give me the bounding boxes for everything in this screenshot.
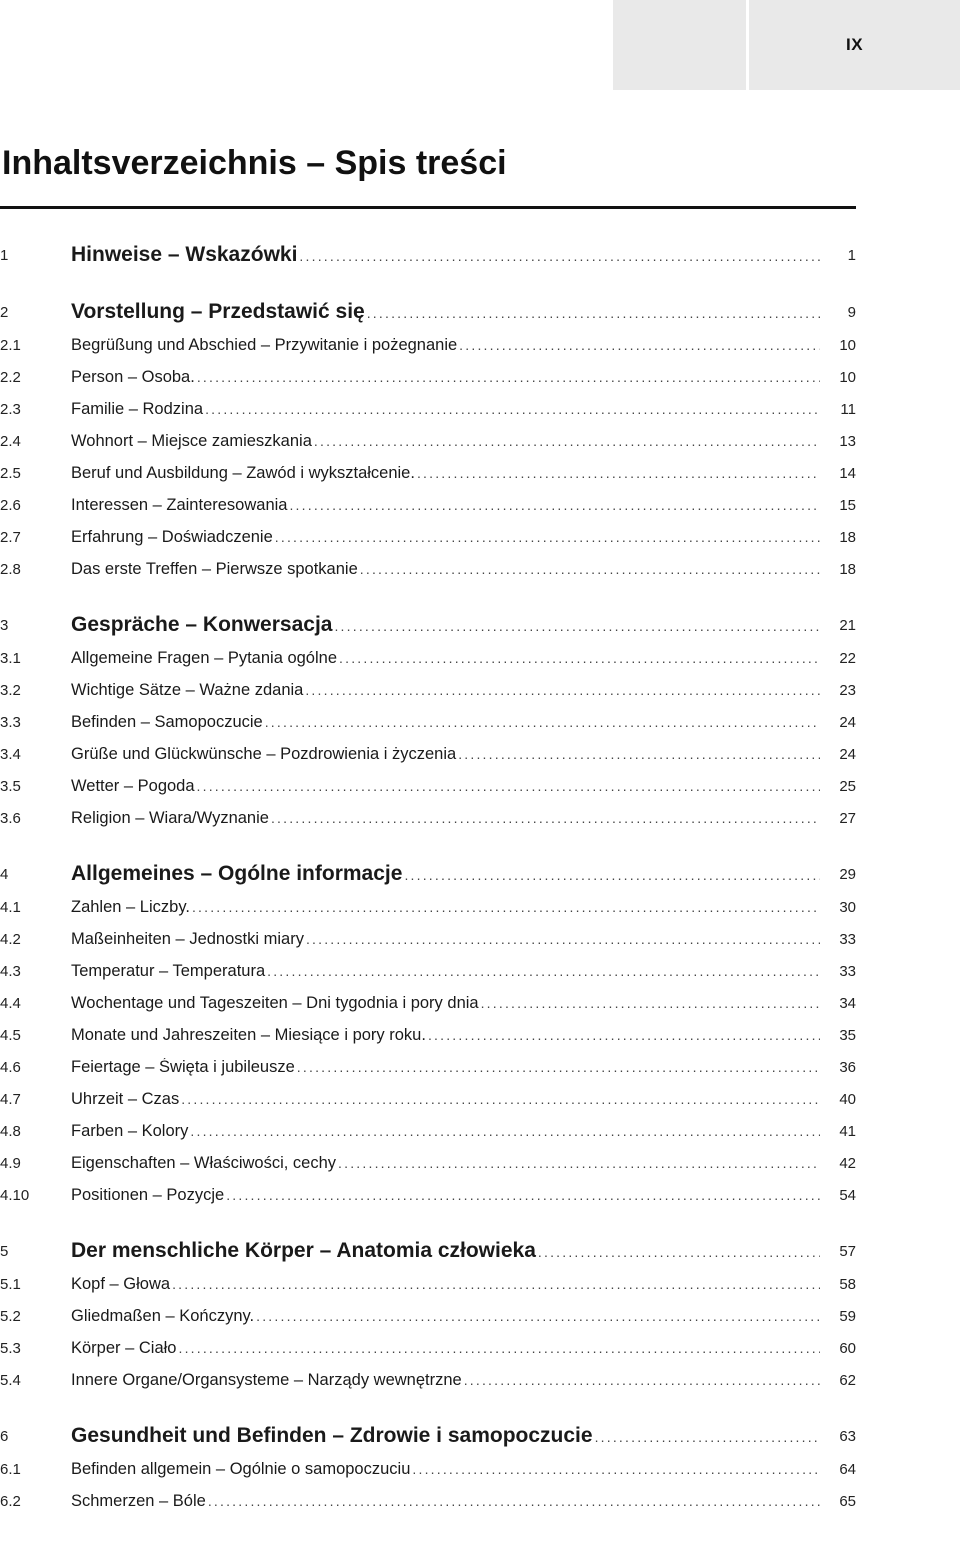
- dot-leader: [360, 561, 820, 577]
- chapter-title: Allgemeines – Ogólne informacje: [71, 862, 403, 885]
- page-reference: 36: [839, 1058, 856, 1076]
- page-reference: 33: [839, 962, 856, 980]
- section-number: 3.6: [0, 809, 21, 827]
- section-title: Zahlen – Liczby.: [71, 897, 190, 916]
- section-title: Gliedmaßen – Kończyny.: [71, 1306, 255, 1325]
- toc-entry-label: [71, 613, 820, 637]
- section-title: Grüße und Glückwünsche – Pozdrowienia i życzenia: [71, 744, 457, 763]
- section-number: 4.9: [0, 1154, 21, 1172]
- page-reference: 14: [839, 464, 856, 482]
- toc-entry-label: [71, 400, 820, 419]
- toc-section-row[interactable]: [0, 955, 860, 987]
- section-title: Monate und Jahreszeiten – Miesiące i pory roku.: [71, 1025, 426, 1044]
- page-reference: 57: [839, 1242, 856, 1260]
- chapter-number: 5: [0, 1242, 9, 1260]
- toc-entry-label: [71, 745, 820, 764]
- chapter-title: Gesundheit und Befinden – Zdrowie i samopoczucie: [71, 1424, 593, 1447]
- section-number: 4.3: [0, 962, 21, 980]
- page-reference: 35: [839, 1026, 856, 1044]
- dot-leader: [271, 810, 820, 826]
- section-title: Befinden – Samopoczucie: [71, 712, 263, 731]
- page-reference: 40: [839, 1090, 856, 1108]
- toc-entry-label: [71, 1460, 820, 1479]
- toc-chapter-group: [0, 608, 860, 834]
- section-title: Uhrzeit – Czas: [71, 1089, 180, 1108]
- section-number: 2.7: [0, 528, 21, 546]
- chapter-title: Der menschliche Körper – Anatomia człowieka: [71, 1239, 536, 1262]
- page-reference: 60: [839, 1339, 856, 1357]
- page-reference: 24: [839, 745, 856, 763]
- section-title: Person – Osoba.: [71, 367, 195, 386]
- section-title: Kopf – Głowa: [71, 1274, 171, 1293]
- page-reference: 62: [839, 1371, 856, 1389]
- toc-section-row[interactable]: [0, 642, 860, 674]
- page-reference: 30: [839, 898, 856, 916]
- section-number: 2.8: [0, 560, 21, 578]
- dot-leader: [464, 1372, 820, 1388]
- chapter-number: 2: [0, 303, 9, 321]
- toc-chapter-row[interactable]: [0, 1234, 860, 1268]
- toc-entry-label: [71, 300, 820, 324]
- toc-section-row[interactable]: [0, 361, 860, 393]
- section-number: 4.6: [0, 1058, 21, 1076]
- section-number: 3.3: [0, 713, 21, 731]
- section-number: 4.7: [0, 1090, 21, 1108]
- page-reference: 22: [839, 649, 856, 667]
- page-reference: 64: [839, 1460, 856, 1478]
- page-reference: 11: [840, 400, 856, 418]
- page-reference: 58: [839, 1275, 856, 1293]
- section-title: Wochentage und Tageszeiten – Dni tygodnia i pory dnia: [71, 993, 479, 1012]
- page-reference: 24: [839, 713, 856, 731]
- toc-entry-label: [71, 560, 820, 579]
- page-reference: 29: [839, 865, 856, 883]
- dot-leader: [256, 1308, 820, 1324]
- page-reference: 41: [839, 1122, 856, 1140]
- section-title: Farben – Kolory: [71, 1121, 189, 1140]
- toc-entry-label: [71, 1339, 820, 1358]
- page-reference: 15: [839, 496, 856, 514]
- section-number: 2.3: [0, 400, 21, 418]
- section-title: Maßeinheiten – Jednostki miary: [71, 929, 304, 948]
- dot-leader: [192, 899, 820, 915]
- toc-entry-label: [71, 1090, 820, 1109]
- section-title: Wichtige Sätze – Ważne zdania: [71, 680, 304, 699]
- chapter-number: 3: [0, 616, 9, 634]
- chapter-number: 6: [0, 1427, 9, 1445]
- dot-leader: [208, 1493, 820, 1509]
- toc-entry-label: [71, 898, 820, 917]
- toc-section-row[interactable]: [0, 706, 860, 738]
- dot-leader: [459, 337, 820, 353]
- toc-chapter-group: [0, 1419, 860, 1517]
- header-tab-page: [749, 0, 960, 90]
- page-reference: 10: [839, 336, 856, 354]
- toc-section-row[interactable]: [0, 1115, 860, 1147]
- toc-entry-label: [71, 1307, 820, 1326]
- dot-leader: [305, 682, 820, 698]
- toc-section-row[interactable]: [0, 891, 860, 923]
- page-reference: 54: [839, 1186, 856, 1204]
- dot-leader: [172, 1276, 820, 1292]
- header-tabs: [613, 0, 960, 90]
- dot-leader: [458, 746, 820, 762]
- section-number: 4.1: [0, 898, 21, 916]
- section-number: 3.2: [0, 681, 21, 699]
- section-title: Beruf und Ausbildung – Zawód i wykształcenie.: [71, 463, 415, 482]
- dot-leader: [417, 465, 820, 481]
- dot-leader: [265, 714, 820, 730]
- section-title: Schmerzen – Bóle: [71, 1491, 206, 1510]
- chapter-number: 1: [0, 246, 9, 264]
- section-number: 2.1: [0, 336, 21, 354]
- dot-leader: [314, 433, 820, 449]
- toc-section-row[interactable]: [0, 489, 860, 521]
- chapter-number: 4: [0, 865, 9, 883]
- dot-leader: [338, 1155, 820, 1171]
- toc-entry-label: [71, 1122, 820, 1141]
- dot-leader: [481, 995, 820, 1011]
- section-title: Eigenschaften – Właściwości, cechy: [71, 1153, 337, 1172]
- toc-entry-label: [71, 681, 820, 700]
- page-reference: 1: [847, 246, 856, 264]
- toc-entry-label: [71, 464, 820, 483]
- section-title: Innere Organe/Organsysteme – Narządy wewnętrzne: [71, 1370, 462, 1389]
- toc-entry-label: [71, 1058, 820, 1077]
- section-title: Familie – Rodzina: [71, 399, 204, 418]
- table-of-contents: [0, 238, 860, 1540]
- page-reference: 18: [839, 528, 856, 546]
- toc-entry-label: [71, 713, 820, 732]
- toc-section-row[interactable]: [0, 393, 860, 425]
- section-title: Allgemeine Fragen – Pytania ogólne: [71, 648, 338, 667]
- toc-chapter-group: [0, 1234, 860, 1396]
- toc-section-row[interactable]: [0, 674, 860, 706]
- dot-leader: [538, 1244, 820, 1260]
- section-title: Feiertage – Święta i jubileusze: [71, 1057, 295, 1076]
- toc-entry-label: [71, 1275, 820, 1294]
- page-reference: 33: [839, 930, 856, 948]
- toc-entry-label: [71, 862, 820, 886]
- dot-leader: [299, 248, 820, 264]
- toc-entry-label: [71, 1239, 820, 1263]
- section-title: Temperatur – Temperatura: [71, 961, 266, 980]
- section-number: 4.5: [0, 1026, 21, 1044]
- section-number: 6.1: [0, 1460, 21, 1478]
- toc-chapter-row[interactable]: [0, 1419, 860, 1453]
- toc-entry-label: [71, 1154, 820, 1173]
- section-number: 6.2: [0, 1492, 21, 1510]
- dot-leader: [181, 1091, 820, 1107]
- section-number: 5.3: [0, 1339, 21, 1357]
- toc-section-row[interactable]: [0, 1300, 860, 1332]
- section-number: 3.1: [0, 649, 21, 667]
- dot-leader: [595, 1429, 820, 1445]
- section-number: 4.10: [0, 1186, 30, 1204]
- page-title: Inhaltsverzeichnis – Spis treści: [2, 144, 507, 182]
- chapter-title: Hinweise – Wskazówki: [71, 243, 298, 266]
- toc-chapter-row[interactable]: [0, 608, 860, 642]
- page-reference: 10: [839, 368, 856, 386]
- toc-chapter-row[interactable]: [0, 857, 860, 891]
- chapter-title: Gespräche – Konwersacja: [71, 613, 333, 636]
- page-reference: 27: [839, 809, 856, 827]
- toc-chapter-group: [0, 857, 860, 1211]
- toc-entry-label: [71, 1186, 820, 1205]
- section-number: 3.4: [0, 745, 21, 763]
- dot-leader: [205, 401, 820, 417]
- toc-chapter-group: [0, 295, 860, 585]
- section-number: 2.2: [0, 368, 21, 386]
- section-title: Wohnort – Miejsce zamieszkania: [71, 431, 312, 450]
- page-reference: 9: [847, 303, 856, 321]
- dot-leader: [306, 931, 820, 947]
- section-title: Befinden allgemein – Ogólnie o samopoczuciu: [71, 1459, 411, 1478]
- toc-section-row[interactable]: [0, 1453, 860, 1485]
- section-number: 2.6: [0, 496, 21, 514]
- page-reference: 34: [839, 994, 856, 1012]
- toc-section-row[interactable]: [0, 425, 860, 457]
- dot-leader: [197, 778, 820, 794]
- toc-chapter-row[interactable]: [0, 238, 860, 272]
- section-number: 3.5: [0, 777, 21, 795]
- toc-section-row[interactable]: [0, 1179, 860, 1211]
- toc-section-row[interactable]: [0, 923, 860, 955]
- toc-section-row[interactable]: [0, 987, 860, 1019]
- dot-leader: [334, 618, 820, 634]
- toc-entry-label: [71, 962, 820, 981]
- page-reference: 23: [839, 681, 856, 699]
- toc-chapter-row[interactable]: [0, 295, 860, 329]
- section-title: Religion – Wiara/Wyznanie: [71, 808, 269, 827]
- section-title: Positionen – Pozycje: [71, 1185, 225, 1204]
- toc-entry-label: [71, 930, 820, 949]
- section-number: 5.1: [0, 1275, 21, 1293]
- toc-section-row[interactable]: [0, 1364, 860, 1396]
- dot-leader: [197, 369, 820, 385]
- section-title: Begrüßung und Abschied – Przywitanie i pożegnanie: [71, 335, 458, 354]
- toc-section-row[interactable]: [0, 770, 860, 802]
- toc-chapter-group: [0, 238, 860, 272]
- toc-section-row[interactable]: [0, 1019, 860, 1051]
- dot-leader: [412, 1461, 820, 1477]
- dot-leader: [339, 650, 820, 666]
- header-tab-blank: [613, 0, 746, 90]
- toc-section-row[interactable]: [0, 1147, 860, 1179]
- dot-leader: [267, 963, 820, 979]
- toc-section-row[interactable]: [0, 457, 860, 489]
- section-title: Interessen – Zainteresowania: [71, 495, 288, 514]
- section-number: 4.8: [0, 1122, 21, 1140]
- dot-leader: [428, 1027, 820, 1043]
- toc-entry-label: [71, 1371, 820, 1390]
- toc-entry-label: [71, 809, 820, 828]
- toc-entry-label: [71, 243, 820, 267]
- toc-section-row[interactable]: [0, 1083, 860, 1115]
- toc-entry-label: [71, 496, 820, 515]
- page-number: IX: [845, 35, 864, 54]
- section-title: Das erste Treffen – Pierwsze spotkanie: [71, 559, 358, 578]
- page-reference: 65: [839, 1492, 856, 1510]
- toc-entry-label: [71, 994, 820, 1013]
- toc-entry-label: [71, 1492, 820, 1511]
- page-reference: 42: [839, 1154, 856, 1172]
- page-reference: 13: [839, 432, 856, 450]
- section-number: 5.4: [0, 1371, 21, 1389]
- section-number: 5.2: [0, 1307, 21, 1325]
- toc-section-row[interactable]: [0, 738, 860, 770]
- section-title: Erfahrung – Doświadczenie: [71, 527, 273, 546]
- title-rule: [0, 206, 856, 209]
- toc-section-row[interactable]: [0, 553, 860, 585]
- toc-section-row[interactable]: [0, 802, 860, 834]
- toc-entry-label: [71, 368, 820, 387]
- page-reference: 63: [839, 1427, 856, 1445]
- toc-section-row[interactable]: [0, 329, 860, 361]
- toc-section-row[interactable]: [0, 1268, 860, 1300]
- page-reference: 21: [839, 616, 856, 634]
- page-reference: 18: [839, 560, 856, 578]
- toc-entry-label: [71, 1026, 820, 1045]
- dot-leader: [404, 867, 820, 883]
- dot-leader: [178, 1340, 820, 1356]
- dot-leader: [226, 1187, 820, 1203]
- section-number: 2.4: [0, 432, 21, 450]
- toc-entry-label: [71, 777, 820, 796]
- toc-entry-label: [71, 1424, 820, 1448]
- dot-leader: [190, 1123, 820, 1139]
- section-title: Körper – Ciało: [71, 1338, 177, 1357]
- toc-entry-label: [71, 336, 820, 355]
- chapter-title: Vorstellung – Przedstawić się: [71, 300, 365, 323]
- page-reference: 59: [839, 1307, 856, 1325]
- toc-section-row[interactable]: [0, 1332, 860, 1364]
- section-title: Wetter – Pogoda: [71, 776, 195, 795]
- section-number: 4.2: [0, 930, 21, 948]
- toc-entry-label: [71, 432, 820, 451]
- dot-leader: [367, 305, 820, 321]
- dot-leader: [289, 497, 820, 513]
- toc-entry-label: [71, 649, 820, 668]
- page-reference: 25: [839, 777, 856, 795]
- section-number: 4.4: [0, 994, 21, 1012]
- dot-leader: [297, 1059, 820, 1075]
- toc-entry-label: [71, 528, 820, 547]
- toc-section-row[interactable]: [0, 1051, 860, 1083]
- dot-leader: [275, 529, 820, 545]
- toc-section-row[interactable]: [0, 521, 860, 553]
- section-number: 2.5: [0, 464, 21, 482]
- toc-section-row[interactable]: [0, 1485, 860, 1517]
